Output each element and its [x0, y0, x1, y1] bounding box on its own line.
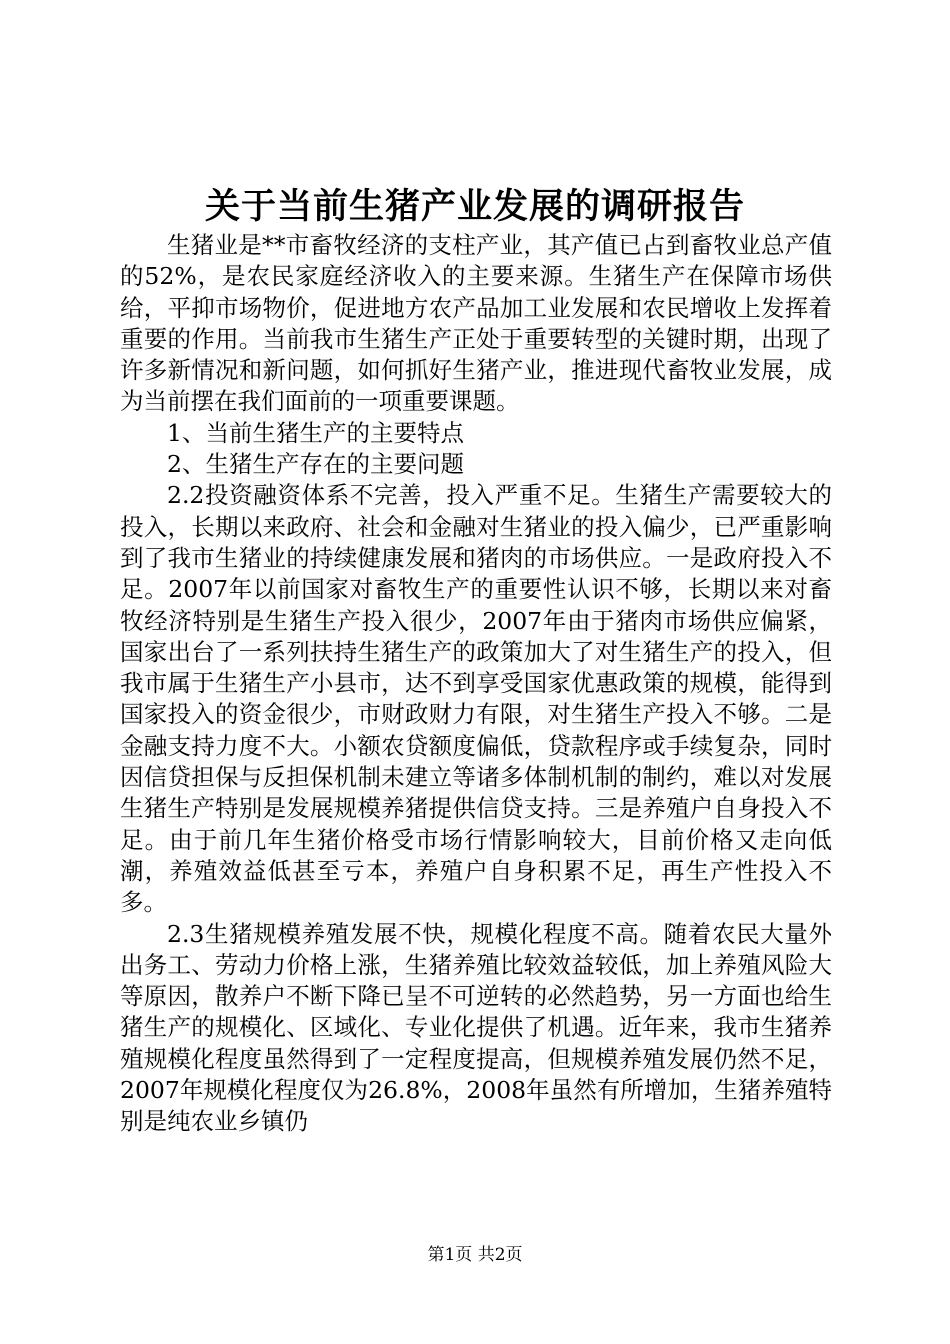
section-heading-problems: 2、生猪生产存在的主要问题 — [167, 450, 464, 479]
document-title: 关于当前生猪产业发展的调研报告 — [204, 186, 745, 227]
section-heading-features: 1、当前生猪生产的主要特点 — [167, 418, 464, 447]
paragraph-scale-farming: 2.3生猪规模养殖发展不快，规模化程度不高。随着农民大量外出务工、劳动力价格上涨，生猪养殖比较效益较低，加上养殖风险大等原因，散养户不断下降已呈不可逆转的必然趋势，另一方面也给生猪生产的规模化、区域化、专业化提供了机遇。近年来，我市生猪养殖规模化程度虽然得到了一定程度提高，但规模养殖发展仍然不足，2007年规模化程度仅为26.8%，2008年虽然有所增加，生猪养殖特别是纯农业乡镇仍 — [120, 919, 832, 1136]
paragraph-intro: 生猪业是**市畜牧经济的支柱产业，其产值已占到畜牧业总产值的52%，是农民家庭经济收入的主要来源。生猪生产在保障市场供给，平抑市场物价，促进地方农产品加工业发展和农民增收上发挥着重要的作用。当前我市生猪生产正处于重要转型的关键时期，出现了许多新情况和新问题，如何抓好生猪产业，推进现代畜牧业发展，成为当前摆在我们面前的一项重要课题。 — [120, 231, 832, 416]
document-body — [120, 230, 832, 1138]
paragraph-investment: 2.2投资融资体系不完善，投入严重不足。生猪生产需要较大的投入，长期以来政府、社会和金融对生猪业的投入偏少，已严重影响到了我市生猪业的持续健康发展和猪肉的市场供应。一是政府投入不足。2007年以前国家对畜牧生产的重要性认识不够，长期以来对畜牧经济特别是生猪生产投入很少，2007年由于猪肉市场供应偏紧，国家出台了一系列扶持生猪生产的政策加大了对生猪生产的投入，但我市属于生猪生产小县市，达不到享受国家优惠政策的规模，能得到国家投入的资金很少，市财政财力有限，对生猪生产投入不够。二是金融支持力度不大。小额农贷额度偏低，贷款程序或手续复杂，同时因信贷担保与反担保机制未建立等诸多体制机制的制约，难以对发展生猪生产特别是发展规模养猪提供信贷支持。三是养殖户自身投入不足。由于前几年生猪价格受市场行情影响较大，目前价格又走向低潮，养殖效益低甚至亏本，养殖户自身积累不足，再生产性投入不多。 — [120, 481, 832, 917]
page-number-footer: 第1页 共2页 — [427, 1245, 523, 1265]
